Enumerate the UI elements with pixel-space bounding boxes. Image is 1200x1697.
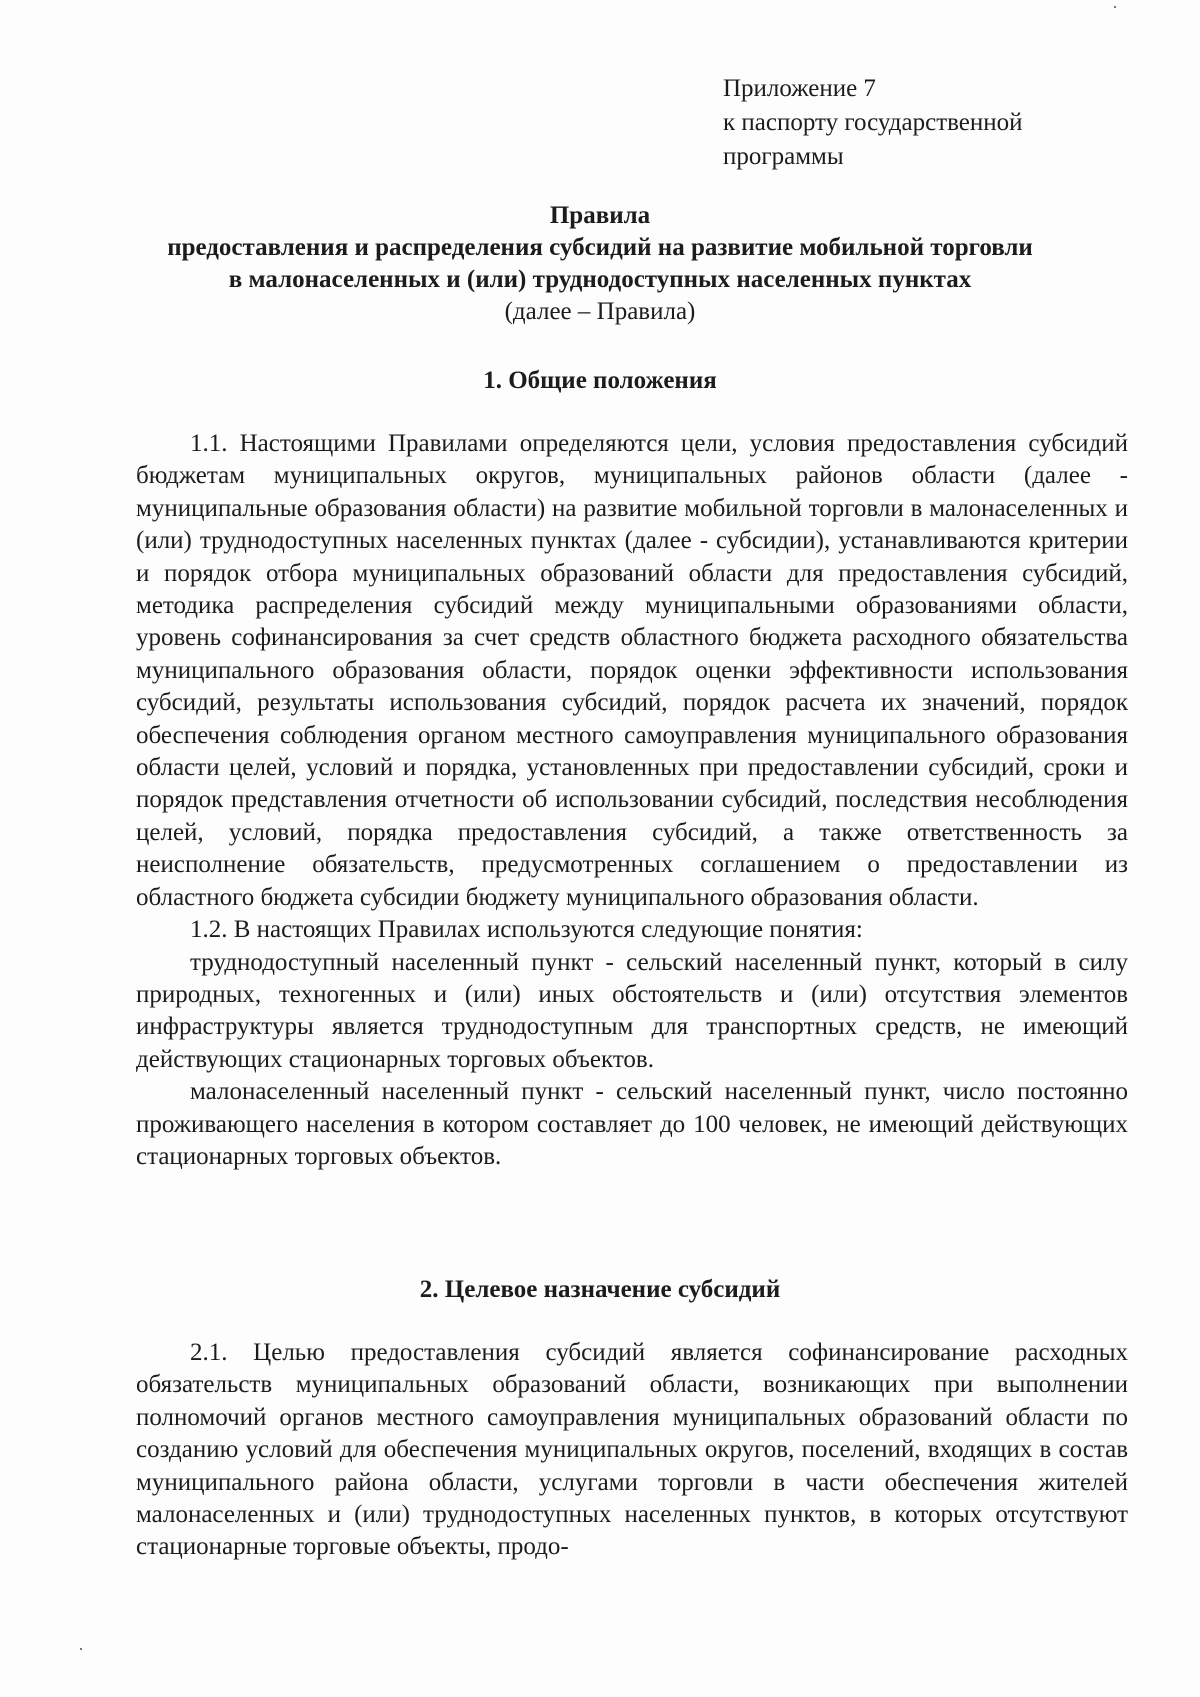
document-title xyxy=(120,200,1080,328)
section-heading: 2. Целевое назначение субсидий xyxy=(419,1276,781,1303)
paragraph: 1.1. Настоящими Правилами определяются цели, условия предоставления субсидий бюджетам муниципальных округов, муниципальных районов области (далее - муниципальные образования области) на развитие мобильной торговли в малонаселенных и (или) труднодоступных населенных пунктах (далее - субсидии), устанавливаются критерии и порядок отбора муниципальных образований области для предоставления субсидий, методика распределения субсидий между муниципальными образованиями области, уровень софинансирования за счет средств областного бюджета расходного обязательства муниципального образования области, порядок оценки эффективности использования субсидий, результаты использования субсидий, порядок расчета их значений, порядок обеспечения соблюдения органом местного самоуправления муниципального образования области целей, условий и порядка, установленных при предоставлении субсидий, сроки и порядок представления отчетности об использовании субсидий, последствия несоблюдения целей, условий, порядка предоставления субсидий, а также ответственность за неисполнение обязательств, предусмотренных соглашением о предоставлении из областного бюджета субсидии бюджету муниципального образования области. xyxy=(136,430,1128,911)
title-line: предоставления и распределения субсидий на развитие мобильной торговли xyxy=(167,234,1033,261)
paragraph: труднодоступный населенный пункт - сельский населенный пункт, который в силу природных, техногенных и (или) иных обстоятельств и (или) отсутствия элементов инфраструктуры является труднодоступным для транспортных средств, не имеющий действующих стационарных торговых объектов. xyxy=(136,948,1128,1073)
title-line: в малонаселенных и (или) труднодоступных населенных пунктах xyxy=(228,266,972,293)
section-heading: 1. Общие положения xyxy=(483,367,717,394)
title-line: Правила xyxy=(549,202,651,229)
scan-speck xyxy=(1114,6,1116,8)
paragraph: 1.2. В настоящих Правилах используются следующие понятия: xyxy=(190,916,863,944)
appendix-line: программы xyxy=(723,143,844,170)
scan-speck xyxy=(80,1648,82,1650)
section-body xyxy=(136,1337,1128,1564)
appendix-note xyxy=(723,72,1103,174)
appendix-line: Приложение 7 xyxy=(723,75,876,102)
paragraph: малонаселенный населенный пункт - сельский населенный пункт, число постоянно проживающего населения в котором составляет до 100 человек, не имеющий действующих стационарных торговых объектов. xyxy=(136,1078,1128,1170)
title-subline: (далее – Правила) xyxy=(504,298,696,325)
section-body xyxy=(136,428,1128,1173)
paragraph: 2.1. Целью предоставления субсидий является софинансирование расходных обязательств муниципальных образований области, возникающих при выполнении полномочий органов местного самоуправления муниципальных образований области по созданию условий для обеспечения муниципальных округов, поселений, входящих в состав муниципального района области, услугами торговли в части обеспечения жителей малонаселенных и (или) труднодоступных населенных пунктов, в которых отсутствуют стационарные торговые объекты, продо- xyxy=(136,1339,1128,1561)
appendix-line: к паспорту государственной xyxy=(723,109,1023,136)
